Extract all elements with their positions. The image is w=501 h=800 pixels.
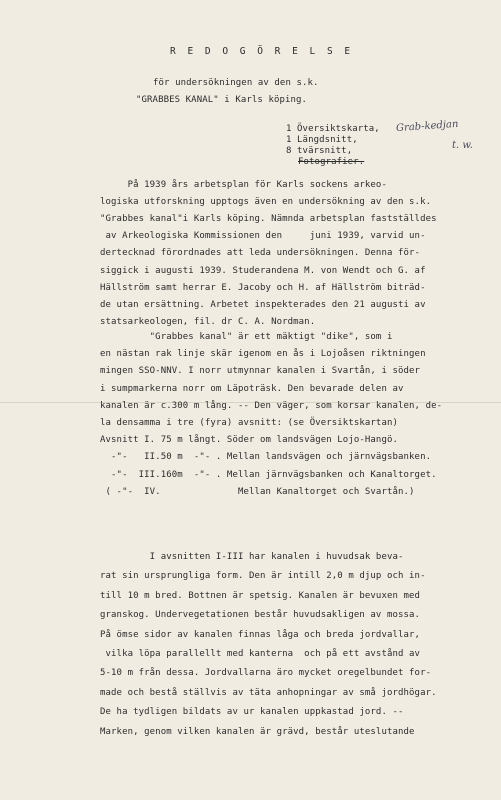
- text-line: dertecknad förordnades att leda undersökningen. Denna för-: [100, 248, 421, 259]
- text-line: 5-10 m från dessa. Jordvallarna äro mycket oregelbundet for-: [100, 668, 432, 679]
- attachment-item-struck: Fotografier.: [298, 157, 365, 167]
- text-line: De ha tydligen bildats av ur kanalen uppkastad jord. --: [100, 707, 404, 718]
- text-line: "Grabbes kanal" är ett mäktigt "dike", som i: [100, 332, 393, 342]
- handwritten-note: Grab-kedjan: [395, 118, 459, 135]
- text-line: made och bestå ställvis av täta anhopningar av små jordhögar.: [100, 687, 437, 698]
- text-line: -"- III.160m -"- . Mellan järnvägsbanken och Kanaltorget.: [100, 469, 437, 480]
- text-line: logiska utforskning upptogs även en undersökning av den s.k.: [100, 197, 432, 208]
- text-line: Hällström samt herrar E. Jacoby och H. af Hällström biträd-: [100, 282, 426, 293]
- text-line: en nästan rak linje skär igenom en ås i Lojoåsen riktningen: [100, 349, 426, 360]
- text-line: rat sin ursprungliga form. Den är intill 2,0 m djup och in-: [100, 571, 426, 582]
- text-line: Avsnitt I. 75 m långt. Söder om landsvägen Lojo-Hangö.: [100, 435, 398, 446]
- attachment-item: 1 Längdsnitt,: [286, 135, 358, 145]
- text-line: På ömse sidor av kanalen finnas låga och breda jordvallar,: [100, 629, 421, 640]
- text-line: I avsnitten I-III har kanalen i huvudsak beva-: [100, 552, 404, 562]
- text-line: vilka löpa parallellt med kanterna och på ett avstånd av: [100, 649, 421, 659]
- text-line: Marken, genom vilken kanalen är grävd, består uteslutande: [100, 726, 415, 737]
- document-title: R E D O G Ö R E L S E: [170, 46, 354, 57]
- attachment-item: 8 tvärsnitt,: [286, 146, 353, 156]
- text-line: till 10 m bred. Bottnen är spetsig. Kanalen är bevuxen med: [100, 590, 421, 601]
- text-line: granskog. Undervegetationen består huvudsakligen av mossa.: [100, 610, 421, 621]
- text-line: -"- II.50 m -"- . Mellan landsvägen och järnvägsbanken.: [100, 452, 432, 463]
- text-line: "Grabbes kanal"i Karls köping. Nämnda arbetsplan fastställdes: [100, 214, 437, 225]
- text-line: kanalen är c.300 m lång. -- Den väger, som korsar kanalen, de-: [100, 400, 443, 411]
- subtitle-line-1: för undersökningen av den s.k.: [153, 78, 319, 88]
- subtitle-line-2: "GRABBES KANAL" i Karls köping.: [136, 95, 308, 105]
- text-line: siggick i augusti 1939. Studerandena M. von Wendt och G. af: [100, 265, 426, 276]
- text-line: På 1939 års arbetsplan för Karls sockens arkeo-: [100, 180, 387, 190]
- text-line: i sumpmarkerna norr om Läpoträsk. Den bevarade delen av: [100, 383, 404, 394]
- text-line: mingen SSO-NNV. I norr utmynnar kanalen i Svartån, i söder: [100, 366, 421, 377]
- text-line: de utan ersättning. Arbetet inspekterades den 21 augusti av: [100, 299, 426, 310]
- text-line: la densamma i tre (fyra) avsnitt: (se Översiktskartan): [100, 418, 398, 428]
- text-line: ( -"- IV. Mellan Kanaltorget och Svartån.): [100, 486, 415, 497]
- attachment-item: 1 Översiktskarta,: [286, 124, 380, 134]
- handwritten-note: t. w.: [452, 140, 473, 151]
- text-line: av Arkeologiska Kommissionen den juni 1939, varvid un-: [100, 231, 426, 242]
- text-line: statsarkeologen, fil. dr C. A. Nordman.: [100, 316, 316, 327]
